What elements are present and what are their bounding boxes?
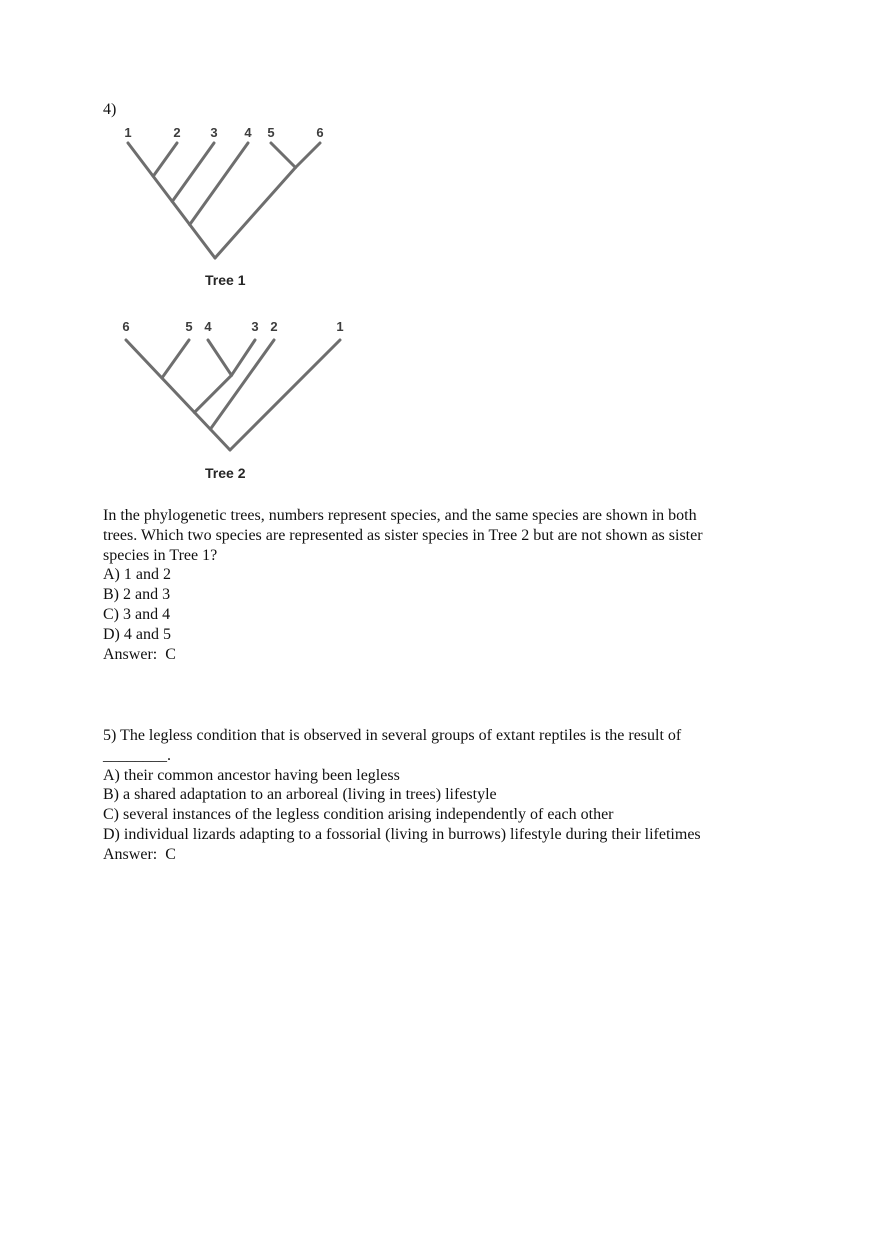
question-5-option-d: D) individual lizards adapting to a fossorial (living in burrows) lifestyle during their lifetimes (103, 825, 701, 843)
tree1-tip-label: 4 (244, 125, 252, 140)
tree2-caption: Tree 2 (205, 465, 246, 481)
tree2-branch-tip1 (230, 340, 340, 450)
question-5-option-a: A) their common ancestor having been legless (103, 766, 400, 784)
question-5-answer-key: Answer: C (103, 845, 176, 863)
tree1-tip-label: 5 (267, 125, 275, 140)
tree2-tip-label: 3 (251, 319, 259, 334)
question-4-block (103, 506, 703, 664)
question-4-option-b: B) 2 and 3 (103, 586, 171, 604)
tree1-branch-tip6 (296, 143, 321, 168)
tree2-tip-label: 2 (270, 319, 278, 334)
question-4-stem-line: In the phylogenetic trees, numbers represent species, and the same species are shown in both (103, 507, 697, 524)
tree2-tip-label: 5 (185, 319, 193, 334)
question-4-number: 4) (103, 101, 117, 118)
tree1-caption: Tree 1 (205, 272, 246, 288)
question-4-stem-line: species in Tree 1? (103, 546, 218, 564)
tree1-tip-label: 1 (124, 125, 132, 140)
question-4-option-a: A) 1 and 2 (103, 566, 171, 584)
tree2-diagram (110, 315, 360, 490)
tree2-tip-label: 4 (204, 319, 212, 334)
tree1-tip-label: 2 (173, 125, 181, 140)
question-5-stem-line: ________. (103, 746, 171, 764)
tree2-tip-label: 6 (122, 319, 130, 334)
tree2-branch-tip4 (208, 340, 232, 375)
tree1-tip-label: 3 (210, 125, 218, 140)
question-4-option-d: D) 4 and 5 (103, 625, 171, 643)
question-5-block (103, 726, 701, 865)
tree1-diagram (110, 123, 350, 298)
question-5-option-b: B) a shared adaptation to an arboreal (living in trees) lifestyle (103, 786, 497, 804)
tree1-branch-tip4 (190, 143, 248, 225)
question-4-stem-line: trees. Which two species are represented as sister species in Tree 2 but are not shown as sister (103, 526, 703, 544)
tree1-branch-tip2 (153, 143, 177, 176)
question-5-stem-line: 5) The legless condition that is observed in several groups of extant reptiles is the result of (103, 727, 682, 744)
question-5-option-c: C) several instances of the legless condition arising independently of each other (103, 806, 614, 824)
tree2-branch-tip5 (162, 340, 189, 378)
tree1-tip-label: 6 (316, 125, 324, 140)
tree1-branch-tip5 (271, 143, 296, 168)
tree2-tip-label: 1 (336, 319, 344, 334)
tree1-branch-tip3 (172, 143, 214, 202)
tree1-branch-clade56 (215, 168, 296, 259)
question-4-option-c: C) 3 and 4 (103, 605, 171, 623)
question-4-answer-key: Answer: C (103, 645, 176, 663)
